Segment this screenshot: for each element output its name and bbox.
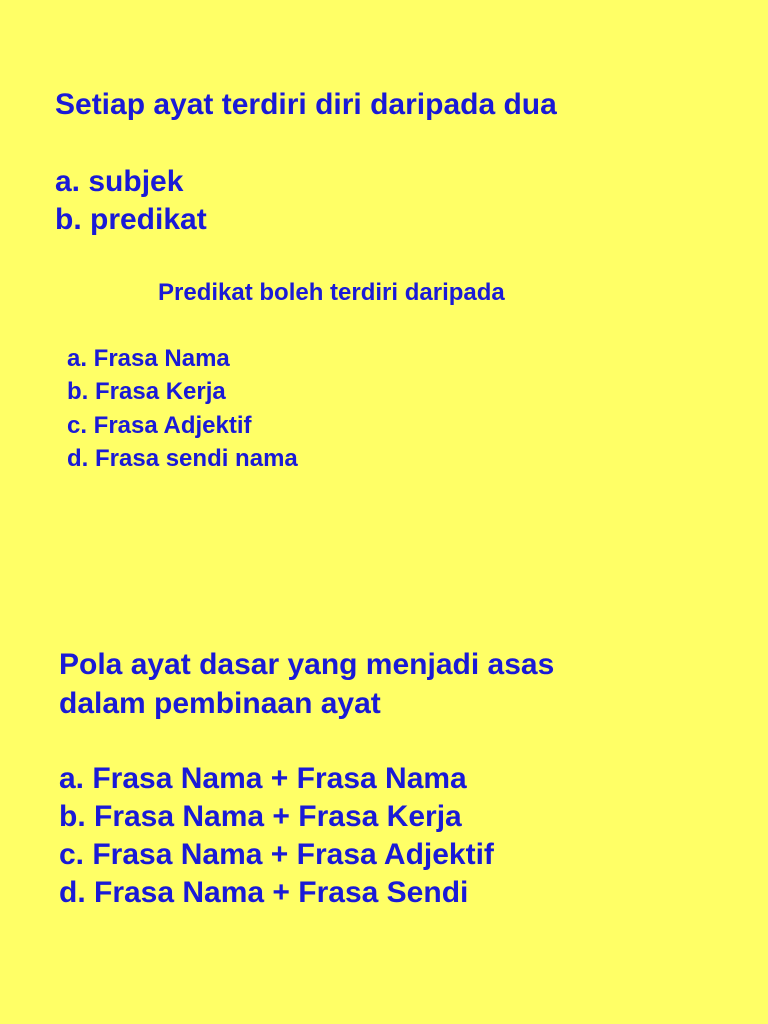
section3-heading-line1: Pola ayat dasar yang menjadi asas bbox=[59, 648, 555, 681]
section1-item-predikat: b. predikat bbox=[55, 203, 207, 236]
section2-item-frasa-kerja: b. Frasa Kerja bbox=[67, 378, 226, 405]
section3-item-fn-fn: a. Frasa Nama + Frasa Nama bbox=[59, 762, 467, 795]
section2-item-frasa-nama: a. Frasa Nama bbox=[67, 345, 230, 372]
section1-heading: Setiap ayat terdiri diri daripada dua bbox=[55, 88, 557, 121]
section3-item-fn-fs: d. Frasa Nama + Frasa Sendi bbox=[59, 876, 469, 909]
section1-item-subjek: a. subjek bbox=[55, 165, 184, 198]
section2-item-frasa-adjektif: c. Frasa Adjektif bbox=[67, 412, 252, 439]
section2-heading: Predikat boleh terdiri daripada bbox=[158, 279, 505, 306]
section3-heading-line2: dalam pembinaan ayat bbox=[59, 687, 381, 720]
section3-item-fn-fk: b. Frasa Nama + Frasa Kerja bbox=[59, 800, 462, 833]
section3-item-fn-fa: c. Frasa Nama + Frasa Adjektif bbox=[59, 838, 494, 871]
section2-item-frasa-sendi-nama: d. Frasa sendi nama bbox=[67, 445, 298, 472]
